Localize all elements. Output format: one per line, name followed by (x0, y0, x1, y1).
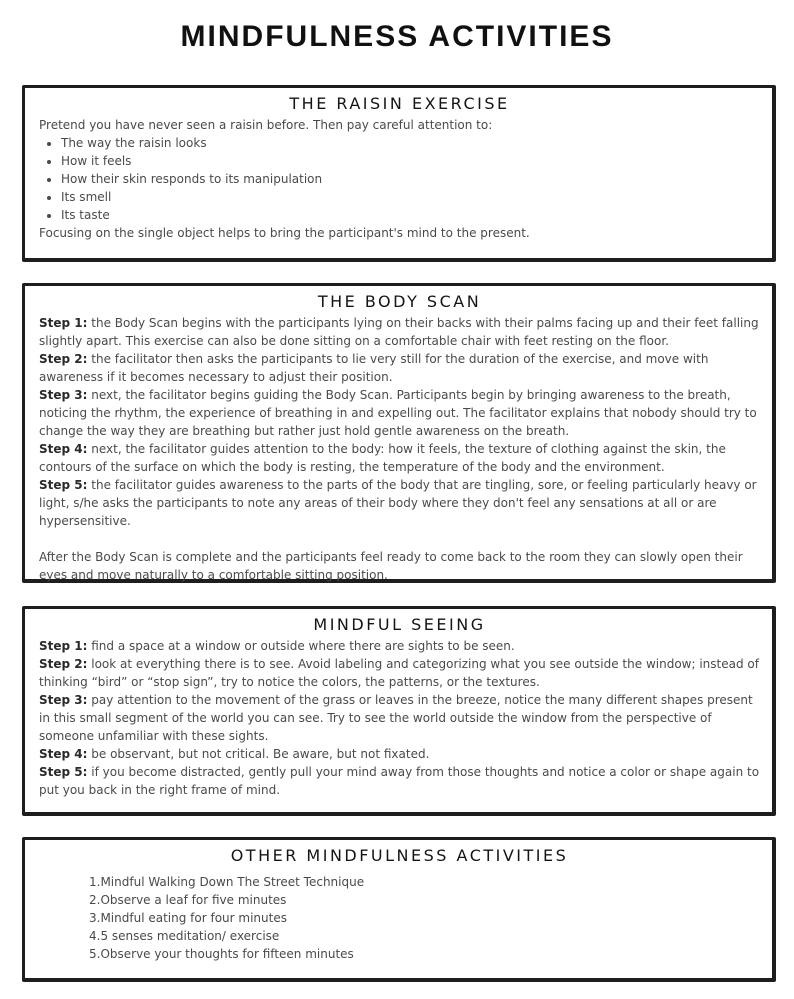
step-label: Step 5: (39, 765, 88, 779)
step-label: Step 5: (39, 478, 88, 492)
list-item: 5.Observe your thoughts for fifteen minutes (89, 947, 354, 961)
body-scan-step (39, 440, 760, 476)
raisin-intro: Pretend you have never seen a raisin before. Then pay careful attention to: (39, 118, 493, 132)
page-title: MINDFULNESS ACTIVITIES (180, 20, 614, 53)
step-label: Step 2: (39, 657, 88, 671)
step-text: the Body Scan begins with the participants lying on their backs with their palms facing up and their feet falling slightly apart. This exercise can also be done sitting on a comfortable chair with feet resting on the floor. (39, 316, 759, 348)
raisin-exercise-section (22, 85, 776, 262)
body-scan-closing: After the Body Scan is complete and the participants feel ready to come back to the room they can slowly open their eyes and move naturally to a comfortable sitting position. (39, 550, 743, 582)
list-item: • Its smell (61, 188, 760, 206)
other-activities-section (22, 837, 776, 982)
raisin-bullet-list (39, 134, 760, 224)
list-item: • Its taste (61, 206, 760, 224)
list-item: 4.5 senses meditation/ exercise (89, 929, 280, 943)
body-scan-step (39, 476, 760, 530)
step-label: Step 1: (39, 316, 88, 330)
list-item: • How it feels (61, 152, 760, 170)
step-label: Step 4: (39, 747, 88, 761)
other-activities-list (39, 873, 760, 963)
mindful-seeing-heading: MINDFUL SEEING (313, 615, 486, 634)
step-text: find a space at a window or outside where there are sights to be seen. (87, 639, 515, 653)
step-text: pay attention to the movement of the grass or leaves in the breeze, notice the many different shapes present in this small segment of the world you can see. Try to see the world outside the window from the perspective of someone unfamiliar with these sights. (39, 693, 753, 743)
raisin-outro: Focusing on the single object helps to bring the participant's mind to the present. (39, 226, 530, 240)
step-label: Step 1: (39, 639, 88, 653)
body-scan-step (39, 350, 760, 386)
step-text: next, the facilitator guides attention to the body: how it feels, the texture of clothing against the skin, the contours of the surface on which the body is resting, the temperature of the body and the environment. (39, 442, 726, 474)
body-scan-step (39, 386, 760, 440)
other-activities-heading: OTHER MINDFULNESS ACTIVITIES (230, 846, 569, 865)
step-text: look at everything there is to see. Avoid labeling and categorizing what you see outside the window; instead of thinking “bird” or “stop sign”, try to notice the colors, the patterns, or the textures. (39, 657, 759, 689)
seeing-step (39, 637, 760, 655)
body-scan-section (22, 283, 776, 583)
step-text: if you become distracted, gently pull your mind away from those thoughts and notice a color or shape again to put you back in the right frame of mind. (39, 765, 760, 797)
step-label: Step 4: (39, 442, 88, 456)
mindful-seeing-section (22, 606, 776, 816)
list-item: 1.Mindful Walking Down The Street Technique (89, 875, 365, 889)
seeing-step (39, 763, 760, 799)
step-label: Step 3: (39, 693, 88, 707)
step-text: be observant, but not critical. Be aware, but not fixated. (87, 747, 430, 761)
list-item: 2.Observe a leaf for five minutes (89, 893, 287, 907)
step-label: Step 2: (39, 352, 88, 366)
step-text: the facilitator then asks the participants to lie very still for the duration of the exercise, and move with awareness if it becomes necessary to adjust their position. (39, 352, 709, 384)
step-text: the facilitator guides awareness to the parts of the body that are tingling, sore, or feeling particularly heavy or light, s/he asks the participants to note any areas of their body where they don't feel any sensations at all or are hypersensitive. (39, 478, 757, 528)
list-item: 3.Mindful eating for four minutes (89, 911, 287, 925)
step-text: next, the facilitator begins guiding the Body Scan. Participants begin by bringing awareness to the breath, noticing the rhythm, the experience of breathing in and expelling out. The facilitator explains that nobody should try to change the way they are breathing but rather just hold gentle awareness on the breath. (39, 388, 757, 438)
body-scan-step (39, 314, 760, 350)
seeing-step (39, 745, 760, 763)
raisin-exercise-heading: THE RAISIN EXERCISE (289, 94, 510, 113)
list-item: • The way the raisin looks (61, 134, 760, 152)
body-scan-heading: THE BODY SCAN (317, 292, 482, 311)
step-label: Step 3: (39, 388, 88, 402)
seeing-step (39, 655, 760, 691)
list-item: • How their skin responds to its manipulation (61, 170, 760, 188)
seeing-step (39, 691, 760, 745)
